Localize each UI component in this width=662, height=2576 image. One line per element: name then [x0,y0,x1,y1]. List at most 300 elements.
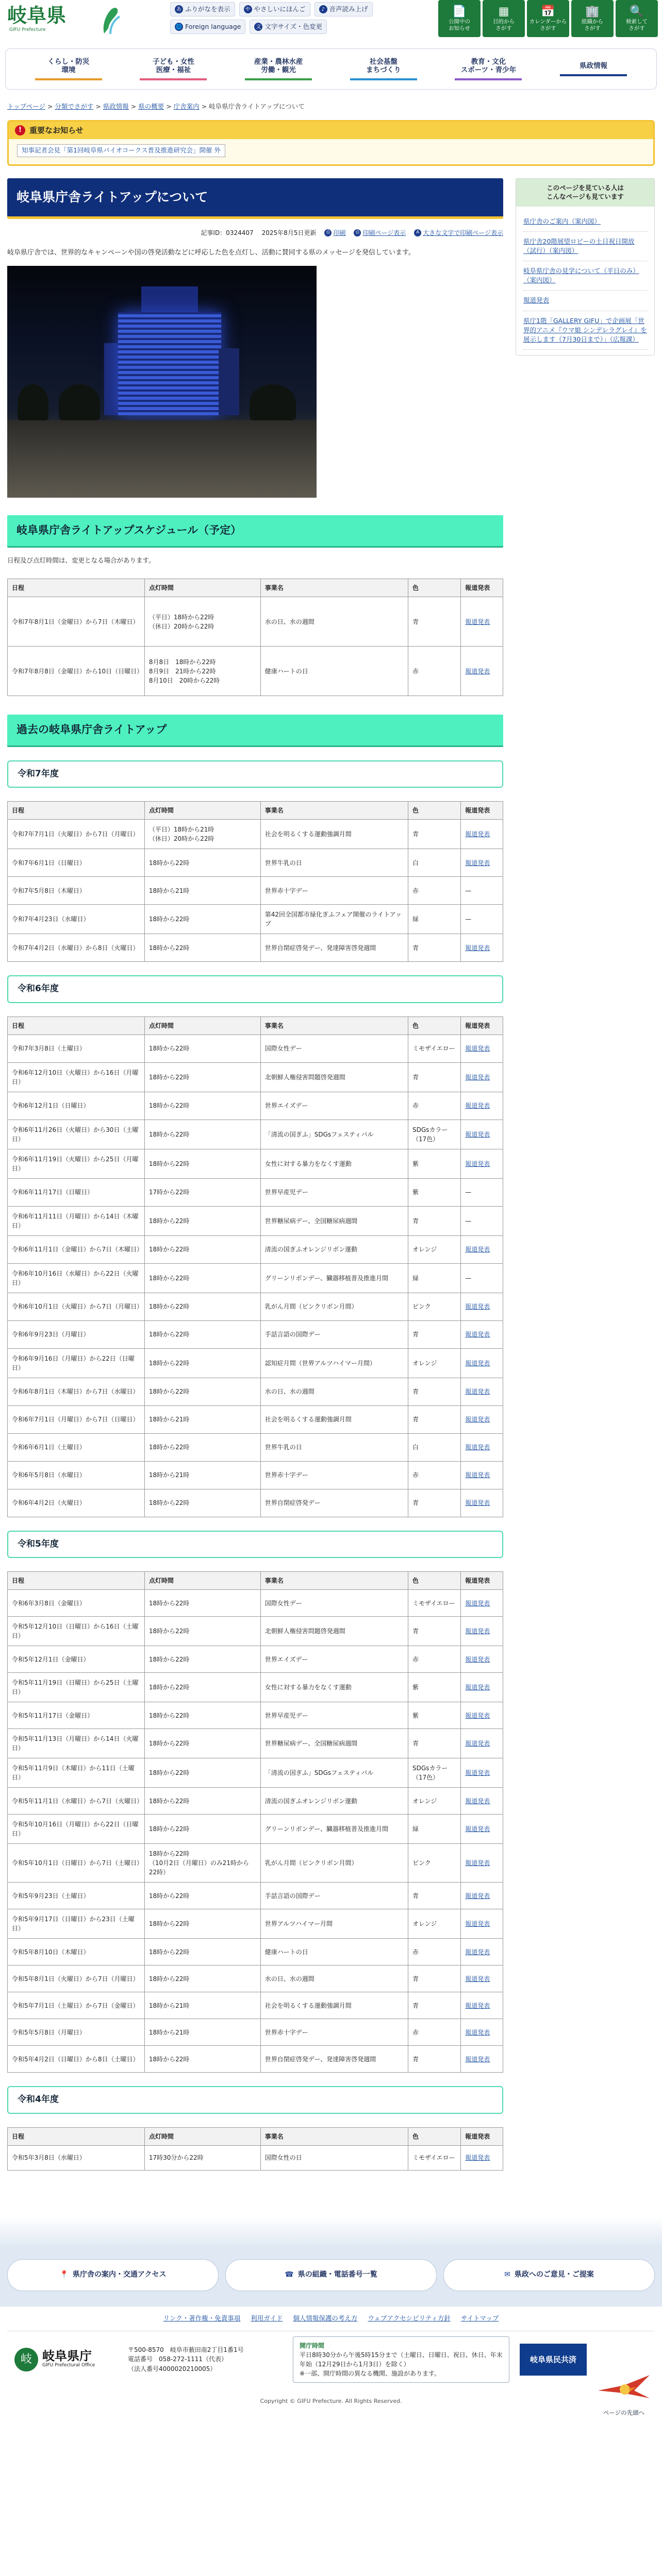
table-cell: 青 [408,1883,460,1909]
table-row [8,1092,503,1120]
press-release-link[interactable]: 報道発表 [465,667,490,675]
table-cell: 令和6年10月1日（火曜日）から7日（月曜日） [8,1293,145,1320]
table-cell: 青 [408,1206,460,1235]
table-cell: 18時から22時 [144,1120,260,1149]
table-cell: 世界糖尿病デー、全国糖尿病週間 [260,1729,408,1758]
table-cell: 令和5年9月23日（土曜日） [8,1883,145,1909]
table-cell: 「清流の国ぎふ」SDGsフェスティバル [260,1120,408,1149]
press-release-link[interactable]: 報道発表 [465,618,490,625]
footer-info [7,2331,655,2393]
table-cell: 令和6年12月10日（火曜日）から16日（月曜日） [8,1062,145,1092]
footer-nav-icon: ☎ [285,2270,294,2279]
press-release-link[interactable]: 報道発表 [465,1975,490,1982]
table-cell: 国際女性の日 [260,2145,408,2170]
table-row [8,1178,503,1206]
press-release-link[interactable]: 報道発表 [465,2028,490,2036]
gnav-item-1[interactable]: 子ども・女性 医療・福祉 [140,58,207,80]
main-content [7,178,503,2171]
table-cell: 赤 [408,1646,460,1673]
table-cell: オレンジ [408,1348,460,1378]
table-cell [461,1590,503,1617]
table-cell: 社会を明るくする運動強調月間 [260,1405,408,1433]
breadcrumb-item[interactable]: 県の概要 [138,103,164,110]
table-header-row [8,1016,503,1035]
footer-nav-icon: ✉ [504,2270,510,2279]
table-cell: 青 [408,1489,460,1517]
article-id: 記事ID：0324407 [201,229,254,236]
table-cell: 令和5年8月10日（木曜日） [8,1939,145,1965]
header-link-icon: や [244,5,252,13]
table-row [8,1883,503,1909]
press-release-link[interactable]: 報道発表 [465,1444,490,1451]
press-release-link[interactable]: 報道発表 [465,1769,490,1777]
table-cell: 北朝鮮人権侵害問題啓発週間 [260,1062,408,1092]
table-cell: 18時から22時 [144,1939,260,1965]
table-cell: 青 [408,934,460,962]
site-logo[interactable] [7,4,115,37]
table-cell: （平日）18時から22時 （休日）20時から22時 [144,597,260,647]
table-cell: オレンジ [408,1788,460,1815]
header-button-icon: ▦ [498,5,509,18]
table-row [8,1149,503,1178]
table-cell [461,1702,503,1729]
table-row [8,1293,503,1320]
table-cell: ミモザイエロー [408,1590,460,1617]
header-utility-links [170,2,459,37]
table-cell [461,1149,503,1178]
table-cell: 世界エイズデー [260,1646,408,1673]
sidebar-item [523,212,647,232]
sidebar-item [523,261,647,291]
year-table [7,801,503,962]
table-cell: 18時から21時 [144,1992,260,2019]
header-link2-1[interactable]: 文 文字サイズ・色変更 [250,20,327,34]
table-cell [461,2145,503,2170]
press-release-link[interactable]: 報道発表 [465,831,490,838]
table-cell: 8月8日 18時から22時 8月9日 21時から22時 8月10日 20時から22時 [144,647,260,696]
table-cell: 世界牛乳の日 [260,1433,408,1461]
table-cell: 令和5年11月9日（木曜日）から11日（土曜日） [8,1758,145,1788]
press-release-link[interactable]: 報道発表 [465,1920,490,1928]
table-header-row [8,579,503,597]
column-header: 報道発表 [461,802,503,820]
table-cell: 18時から22時 [144,1788,260,1815]
table-cell: 令和5年11月17日（金曜日） [8,1702,145,1729]
table-cell: 18時から21時 [144,877,260,905]
table-row [8,1844,503,1883]
table-cell [461,1673,503,1702]
table-cell: 18時から22時 [144,1378,260,1405]
table-cell: 令和7年5月8日（木曜日） [8,877,145,905]
large-print-link[interactable]: A 大きな文字で印刷ページ表示 [414,228,503,238]
table-cell: 18時から22時 [144,2046,260,2073]
table-cell: 世界赤十字デー [260,1461,408,1489]
table-row [8,1617,503,1646]
press-release-link[interactable]: 報道発表 [465,1859,490,1867]
column-header: 日程 [8,1016,145,1035]
table-cell: 紫 [408,1178,460,1206]
table-cell: 健康ハートの日 [260,1939,408,1965]
table-cell: 女性に対する暴力をなくす運動 [260,1149,408,1178]
table-row [8,2145,503,2170]
press-release-link[interactable]: 報道発表 [465,1331,490,1338]
sidebar-link[interactable]: 県庁1階「GALLERY GIFU」で企画展「世界的アニメ『ウマ娘 シンデレラグレイ』を展示します（7月30日まで）」（広報課） [523,316,647,343]
table-cell: 令和6年6月1日（土曜日） [8,1433,145,1461]
sidebar-link[interactable]: 岐阜県庁舎の見学について（平日のみ）（案内図） [523,267,639,284]
logo-mark-icon [100,5,121,35]
column-header: 点灯時間 [144,579,260,597]
table-cell: 令和7年4月2日（水曜日）から8日（火曜日） [8,934,145,962]
column-header: 色 [408,1016,460,1035]
footer-nav-button-0[interactable]: 📍 県庁舎の案内・交通アクセス [7,2259,219,2291]
table-cell: 女性に対する暴力をなくす運動 [260,1673,408,1702]
table-cell: 令和5年8月1日（火曜日）から7日（月曜日） [8,1965,145,1992]
press-release-link[interactable]: 報道発表 [465,1471,490,1479]
sidebar-link[interactable]: 報道発表 [523,296,550,304]
table-cell: 18時から22時 [144,1348,260,1378]
sidebar-link[interactable]: 県庁舎20階展望ロビーの土日祝日開放（試行）（案内図） [523,237,635,255]
press-release-link[interactable]: 報道発表 [465,1892,490,1900]
press-release-link[interactable]: 報道発表 [465,1825,490,1833]
year-table [7,1016,503,1517]
table-cell: 白 [408,849,460,877]
press-release-link[interactable]: 報道発表 [465,2055,490,2063]
column-header: 色 [408,2127,460,2145]
past-heading: 過去の岐阜県庁舎ライトアップ [7,715,503,747]
column-header: 事業名 [260,2127,408,2145]
press-release-link[interactable]: 報道発表 [465,1160,490,1167]
table-cell: 世界アルツハイマー月間 [260,1909,408,1939]
table-cell: 「清流の国ぎふ」SDGsフェスティバル [260,1758,408,1788]
table-cell: 令和7年4月23日（水曜日） [8,905,145,934]
year-heading: 令和4年度 [7,2086,503,2114]
table-row [8,1433,503,1461]
table-cell: ピンク [408,1293,460,1320]
table-cell: SDGsカラー（17色） [408,1120,460,1149]
prefecture-emblem-icon: 岐 [14,2348,38,2371]
site-header [0,0,662,41]
year-table [7,2127,503,2171]
schedule-table [7,579,503,696]
table-row [8,2046,503,2073]
gnav-item-3[interactable]: 社会基盤 まちづくり [350,58,417,80]
table-cell: 令和5年4月2日（日曜日）から8日（土曜日） [8,2046,145,2073]
table-cell: 水の日、水の週間 [260,1965,408,1992]
table-cell: 18時から22時 [144,1617,260,1646]
lit-up-building-photo [7,266,317,498]
press-release-link[interactable]: 報道発表 [465,1416,490,1423]
table-row [8,1405,503,1433]
footer-link[interactable]: 個人情報保護の考え方 [293,2314,358,2322]
press-release-link[interactable]: 報道発表 [465,1655,490,1663]
page-top-button[interactable] [590,2370,657,2427]
table-cell: 青 [408,1062,460,1092]
press-release-link[interactable]: 報道発表 [465,1303,490,1311]
table-cell: 紫 [408,1149,460,1178]
header-button-2[interactable]: 📅 カレンダーから さがす [527,0,569,37]
table-cell: 18時から22時 [144,1729,260,1758]
table-row [8,1378,503,1405]
footer-link[interactable]: 利用ガイド [251,2314,283,2322]
table-row [8,1120,503,1149]
table-cell: 世界エイズデー [260,1092,408,1120]
table-cell: 18時から22時 [144,934,260,962]
press-release-link[interactable]: 報道発表 [465,1388,490,1396]
table-cell: 18時から22時 [144,1909,260,1939]
table-cell: 18時から22時 （10月2日（月曜日）のみ21時から22時） [144,1844,260,1883]
table-cell: 水の日、水の週間 [260,1378,408,1405]
footer-logo [14,2348,118,2371]
table-cell: 国際女性デー [260,1035,408,1062]
table-cell: 青 [408,1320,460,1348]
table-cell: オレンジ [408,1235,460,1263]
table-cell: 青 [408,1405,460,1433]
table-cell: 世界糖尿病デー、全国糖尿病週間 [260,1206,408,1235]
press-release-link[interactable]: 報道発表 [465,859,490,867]
press-release-link[interactable]: 報道発表 [465,1628,490,1635]
press-release-link[interactable]: 報道発表 [465,2154,490,2162]
table-cell: 18時から21時 [144,1405,260,1433]
table-cell: 令和7年7月1日（火曜日）から7日（月曜日） [8,820,145,849]
table-row [8,1320,503,1348]
table-cell [461,1320,503,1348]
column-header: 点灯時間 [144,1016,260,1035]
press-release-link[interactable]: 報道発表 [465,1711,490,1719]
table-cell: 令和5年12月1日（金曜日） [8,1646,145,1673]
footer-nav-icon: 📍 [59,2270,69,2279]
table-cell: 18時から22時 [144,1433,260,1461]
press-release-link[interactable]: 報道発表 [465,1045,490,1053]
table-cell: 令和6年11月1日（金曜日）から7日（木曜日） [8,1235,145,1263]
table-row [8,1062,503,1092]
press-release-link[interactable]: 報道発表 [465,1684,490,1691]
important-notice [7,120,655,166]
header-link-1[interactable]: や やさしいにほんご [239,2,310,16]
header-button-icon: 🏢 [585,5,600,18]
table-cell: 令和6年10月16日（水曜日）から22日（火曜日） [8,1263,145,1293]
table-cell: 17時から22時 [144,1178,260,1206]
table-cell: 18時から22時 [144,905,260,934]
table-cell: 令和5年11月1日（水曜日）から7日（火曜日） [8,1788,145,1815]
column-header: 報道発表 [461,579,503,597]
table-row [8,1489,503,1517]
column-header: 点灯時間 [144,2127,260,2145]
logo-text: 岐阜県 [7,4,67,27]
copyright: Copyright © GIFU Prefecture. All Rights Reserved. [260,2397,402,2404]
table-cell [461,1235,503,1263]
table-cell [461,934,503,962]
table-cell: 健康ハートの日 [260,647,408,696]
table-cell: — [461,1263,503,1293]
table-row [8,1788,503,1815]
breadcrumb-item[interactable]: 分類でさがす [55,103,94,110]
press-release-link[interactable]: 報道発表 [465,944,490,952]
table-cell: 赤 [408,877,460,905]
table-cell: 令和5年10月1日（日曜日）から7日（土曜日） [8,1844,145,1883]
table-row [8,1909,503,1939]
table-row [8,597,503,647]
schedule-heading: 岐阜県庁舎ライトアップスケジュール（予定） [7,515,503,548]
press-release-link[interactable]: 報道発表 [465,1073,490,1081]
table-cell: 18時から22時 [144,1590,260,1617]
footer-nav-button-2[interactable]: ✉ 県政へのご意見・ご提案 [443,2259,655,2291]
table-cell [461,1883,503,1909]
gnav-item-5[interactable]: 県政情報 [560,62,627,76]
year-heading: 令和7年度 [7,760,503,788]
table-cell: 18時から22時 [144,1092,260,1120]
table-cell: — [461,905,503,934]
table-cell: 手話言語の国際デー [260,1883,408,1909]
table-cell [461,1909,503,1939]
table-cell: 18時から22時 [144,1035,260,1062]
press-release-link[interactable]: 報道発表 [465,1948,490,1956]
table-cell [461,1844,503,1883]
table-cell: 18時から22時 [144,1702,260,1729]
footer-link[interactable]: ウェブアクセシビリティ方針 [368,2314,451,2322]
press-release-link[interactable]: 報道発表 [465,1130,490,1138]
table-cell: — [461,877,503,905]
table-cell [461,1992,503,2019]
table-cell [461,1120,503,1149]
article-meta [7,228,503,238]
table-cell: オレンジ [408,1909,460,1939]
table-cell [461,1348,503,1378]
header-link2-0[interactable]: 🌐 Foreign language [170,20,245,34]
press-release-link[interactable]: 報道発表 [465,1359,490,1367]
footer-link[interactable]: サイトマップ [460,2314,499,2322]
press-release-link[interactable]: 報道発表 [465,1599,490,1607]
table-cell: 赤 [408,1092,460,1120]
table-cell: 18時から21時 [144,1461,260,1489]
table-cell: 令和6年9月16日（月曜日）から22日（日曜日） [8,1348,145,1378]
header-button-0[interactable]: 📄 公開中の お知らせ [438,0,481,37]
header-link-0[interactable]: あ ふりがなを表示 [170,2,235,16]
header-button-1[interactable]: ▦ 目的から さがす [483,0,525,37]
table-cell: 令和5年11月13日（月曜日）から14日（火曜日） [8,1729,145,1758]
table-cell: 18時から22時 [144,1149,260,1178]
table-row [8,647,503,696]
year-heading: 令和6年度 [7,975,503,1003]
table-cell [461,597,503,647]
header-link-icon: ♪ [319,5,327,13]
header-link-2[interactable]: ♪ 音声読み上げ [315,2,373,16]
related-pages-heading: このページを見ている人は こんなページも見ています [516,179,654,207]
press-release-link[interactable]: 報道発表 [465,1797,490,1805]
year-table [7,1571,503,2073]
gnav-item-0[interactable]: くらし・防災 環境 [35,58,102,80]
kyosai-banner[interactable]: 岐阜県民共済 [520,2344,587,2376]
table-row [8,1992,503,2019]
table-cell: 認知症月間（世界アルツハイマー月間） [260,1348,408,1378]
gnav-item-4[interactable]: 教育・文化 スポーツ・青少年 [455,58,522,80]
table-cell [461,1788,503,1815]
table-cell: 世界赤十字デー [260,2019,408,2046]
table-cell: 白 [408,1433,460,1461]
print-link[interactable]: ⎙ 印刷 [324,228,345,238]
header-link-icon: あ [175,5,183,13]
table-cell: 17時30分から22時 [144,2145,260,2170]
gnav-item-2[interactable]: 産業・農林水産 労働・観光 [245,58,312,80]
table-cell: ミモザイエロー [408,1035,460,1062]
table-cell: 世界牛乳の日 [260,849,408,877]
sidebar-link[interactable]: 県庁舎のご案内（案内図） [523,217,601,225]
alert-icon: ! [15,125,25,135]
table-cell: 令和5年12月10日（日曜日）から16日（土曜日） [8,1617,145,1646]
table-cell: 18時から22時 [144,1320,260,1348]
table-cell: 18時から22時 [144,1263,260,1293]
header-button-3[interactable]: 🏢 組織から さがす [571,0,614,37]
notice-header [9,122,653,140]
table-cell: ミモザイエロー [408,2145,460,2170]
notice-link[interactable]: 知事記者会見「第1回岐阜県バイオコークス普及推進研究会」開催 外 [17,144,225,157]
column-header: 点灯時間 [144,1572,260,1590]
table-row [8,1035,503,1062]
footer-nav-button-1[interactable]: ☎ 県の組織・電話番号一覧 [225,2259,437,2291]
press-release-link[interactable]: 報道発表 [465,1102,490,1110]
table-cell [461,820,503,849]
breadcrumb-item[interactable]: 庁舎案内 [173,103,200,110]
column-header: 日程 [8,1572,145,1590]
table-cell: 緑 [408,1263,460,1293]
table-row [8,1965,503,1992]
footer-org-name: 岐阜県庁 [42,2348,92,2363]
table-cell: 世界早産児デー [260,1702,408,1729]
header-button-4[interactable]: 🔍 検索して さがす [616,0,658,37]
print-page-link[interactable]: ⎙ 印刷ページ表示 [354,228,406,238]
table-cell: 18時から22時 [144,1062,260,1092]
table-cell [461,1433,503,1461]
table-row [8,1815,503,1844]
press-release-link[interactable]: 報道発表 [465,1246,490,1253]
table-cell: 第42回全国都市緑化ぎふフェア開催のライトアップ [260,905,408,934]
table-header-row [8,1572,503,1590]
breadcrumb-item[interactable]: トップページ [7,103,45,110]
table-cell: 紫 [408,1673,460,1702]
page-top-label: ページの先頭へ [603,2409,645,2417]
table-cell: 青 [408,1729,460,1758]
press-release-link[interactable]: 報道発表 [465,2002,490,2009]
table-cell: 令和5年11月19日（日曜日）から25日（土曜日） [8,1673,145,1702]
page-top-bird-icon [593,2370,655,2406]
table-cell: 国際女性デー [260,1590,408,1617]
table-cell: 令和5年3月8日（水曜日） [8,2145,145,2170]
table-cell: ピンク [408,1844,460,1883]
table-row [8,1235,503,1263]
table-cell: 社会を明るくする運動強調月間 [260,1992,408,2019]
column-header: 日程 [8,579,145,597]
table-cell [461,1293,503,1320]
press-release-link[interactable]: 報道発表 [465,1740,490,1748]
table-cell: 世界早産児デー [260,1178,408,1206]
breadcrumb-item[interactable]: 県政情報 [103,103,129,110]
update-date: 2025年8月5日更新 [261,229,317,236]
column-header: 事業名 [260,579,408,597]
table-cell: 令和5年10月16日（月曜日）から22日（日曜日） [8,1815,145,1844]
table-cell: 赤 [408,1939,460,1965]
press-release-link[interactable]: 報道発表 [465,1499,490,1507]
table-cell: 清流の国ぎふオレンジリボン運動 [260,1788,408,1815]
column-header: 報道発表 [461,1572,503,1590]
table-cell [461,1092,503,1120]
table-row [8,1348,503,1378]
table-cell: 青 [408,1992,460,2019]
table-cell: 令和6年11月19日（火曜日）から25日（月曜日） [8,1149,145,1178]
table-cell: 令和7年8月1日（金曜日）から7日（木曜日） [8,597,145,647]
footer-link[interactable]: リンク・著作権・免責事項 [163,2314,241,2322]
table-cell: 世界赤十字デー [260,877,408,905]
table-row [8,1263,503,1293]
table-cell: 令和6年4月2日（火曜日） [8,1489,145,1517]
